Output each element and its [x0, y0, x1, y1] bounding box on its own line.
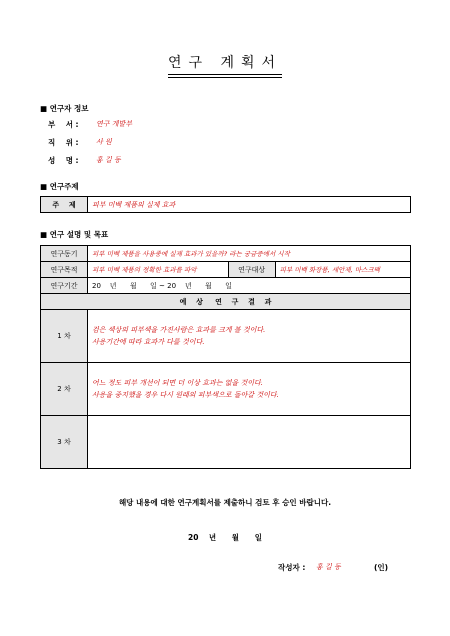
explain-table: [40, 245, 411, 469]
purpose-label: 연구목적: [41, 262, 88, 278]
dept-value[interactable]: 연구 개발부: [96, 120, 133, 128]
result-content-3[interactable]: [88, 416, 411, 469]
result-2-line-1: 어느 정도 피부 개선이 되면 더 이상 효과는 없을 것이다.: [92, 379, 264, 387]
name-label: 성 명 :: [48, 156, 79, 165]
submission-statement: 해당 내용에 대한 연구계획서를 제출하니 검토 후 승인 바랍니다.: [118, 498, 332, 507]
seal-mark: (인): [374, 563, 389, 572]
period-label: 연구기간: [41, 278, 88, 294]
result-content-1[interactable]: [88, 310, 411, 363]
result-2-line-2: 사용을 중지했을 경우 다시 원래의 피부색으로 돌아갈 것이다.: [92, 391, 279, 399]
researcher-heading: ■ 연구자 정보: [40, 104, 89, 113]
result-label-2: 2 차: [41, 363, 88, 416]
explain-heading: ■ 연구 설명 및 목표: [40, 230, 109, 239]
topic-table: [40, 196, 411, 213]
position-label: 직 위 :: [48, 138, 79, 147]
target-value[interactable]: 피부 미백 화장품, 세안제, 마스크팩: [275, 262, 410, 278]
purpose-value[interactable]: 피부 미백 제품의 정확한 효과를 파악: [88, 262, 229, 278]
period-value[interactable]: 20 년 월 일 ~ 20 년 월 일: [88, 278, 411, 294]
result-1-line-2: 사용기간에 따라 효과가 다를 것이다.: [92, 338, 205, 346]
motive-value[interactable]: 피부 미백 제품을 사용중에 실제 효과가 있을까? 라는 궁금증에서 시작: [88, 246, 411, 262]
title-underline: [168, 77, 282, 78]
author-label: 작성자 :: [278, 563, 306, 572]
result-label-3: 3 차: [41, 416, 88, 469]
name-value[interactable]: 홍 길 동: [96, 156, 121, 164]
motive-label: 연구동기: [41, 246, 88, 262]
submission-date: 20 년 월 일: [188, 533, 262, 542]
result-label-1: 1 차: [41, 310, 88, 363]
page-title: 연구 계획서: [167, 55, 283, 71]
topic-heading: ■ 연구주제: [40, 182, 79, 191]
topic-value[interactable]: 피부 미백 제품의 실제 효과: [88, 197, 411, 213]
position-value[interactable]: 사 원: [96, 138, 112, 146]
expected-results-header: 예 상 연 구 결 과: [41, 294, 411, 310]
result-content-2[interactable]: [88, 363, 411, 416]
author-name[interactable]: 홍 길 동: [316, 563, 341, 571]
target-label: 연구대상: [228, 262, 275, 278]
topic-label: 주 제: [41, 197, 88, 213]
title-underline: [168, 74, 282, 75]
result-1-line-1: 검은 색상의 피부색을 가진사람은 효과를 크게 볼 것이다.: [92, 326, 266, 334]
dept-label: 부 서 :: [48, 120, 79, 129]
